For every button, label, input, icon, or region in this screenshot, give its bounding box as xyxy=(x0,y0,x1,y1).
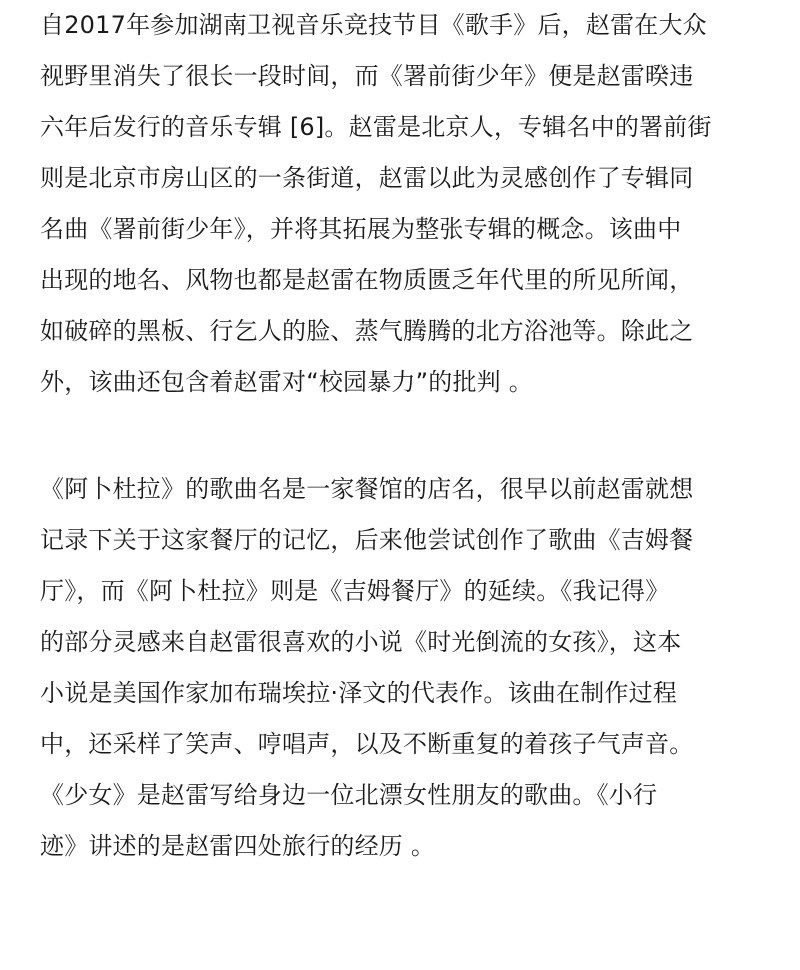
paragraph-line: 的部分灵感来自赵雷很喜欢的小说《时光倒流的女孩》，这本 xyxy=(40,628,682,656)
paragraph-line: 外，该曲还包含着赵雷对“校园暴力”的批判 。 xyxy=(40,368,533,396)
paragraph-line: 名曲《署前街少年》，并将其拓展为整张专辑的概念。该曲中 xyxy=(40,215,682,243)
paragraph-line: 出现的地名、风物也都是赵雷在物质匮乏年代里的所见所闻， xyxy=(40,266,694,294)
paragraph-line: 视野里消失了很长一段时间，而《署前街少年》便是赵雷暌违 xyxy=(40,62,694,90)
paragraph-line: 中，还采样了笑声、哼唱声，以及不断重复的着孩子气声音。 xyxy=(40,730,694,758)
paragraph-2 xyxy=(40,464,762,872)
paragraph-line: 记录下关于这家餐厅的记忆，后来他尝试创作了歌曲《吉姆餐 xyxy=(40,526,694,554)
paragraph-line: 《少女》是赵雷写给身边一位北漂女性朋友的歌曲。《小行 xyxy=(40,781,658,809)
paragraph-line: 自2017年参加湖南卫视音乐竞技节目《歌手》后，赵雷在大众 xyxy=(40,11,707,39)
paragraph-line: 厅》，而《阿卜杜拉》则是《吉姆餐厅》的延续。《我记得》 xyxy=(40,577,670,605)
paragraph-line: 小说是美国作家加布瑞埃拉·泽文的代表作。该曲在制作过程 xyxy=(40,679,678,707)
paragraph-line: 则是北京市房山区的一条街道，赵雷以此为灵感创作了专辑同 xyxy=(40,164,694,192)
paragraph-line: 如破碎的黑板、行乞人的脸、蒸气腾腾的北方浴池等。除此之 xyxy=(40,317,694,345)
paragraph-line: 《阿卜杜拉》的歌曲名是一家餐馆的店名，很早以前赵雷就想 xyxy=(40,475,694,503)
article-body xyxy=(40,0,762,872)
paragraph-1 xyxy=(40,0,762,408)
paragraph-line: 六年后发行的音乐专辑 [6]。赵雷是北京人，专辑名中的署前街 xyxy=(40,113,712,141)
paragraph-line: 迹》讲述的是赵雷四处旅行的经历 。 xyxy=(40,832,436,860)
